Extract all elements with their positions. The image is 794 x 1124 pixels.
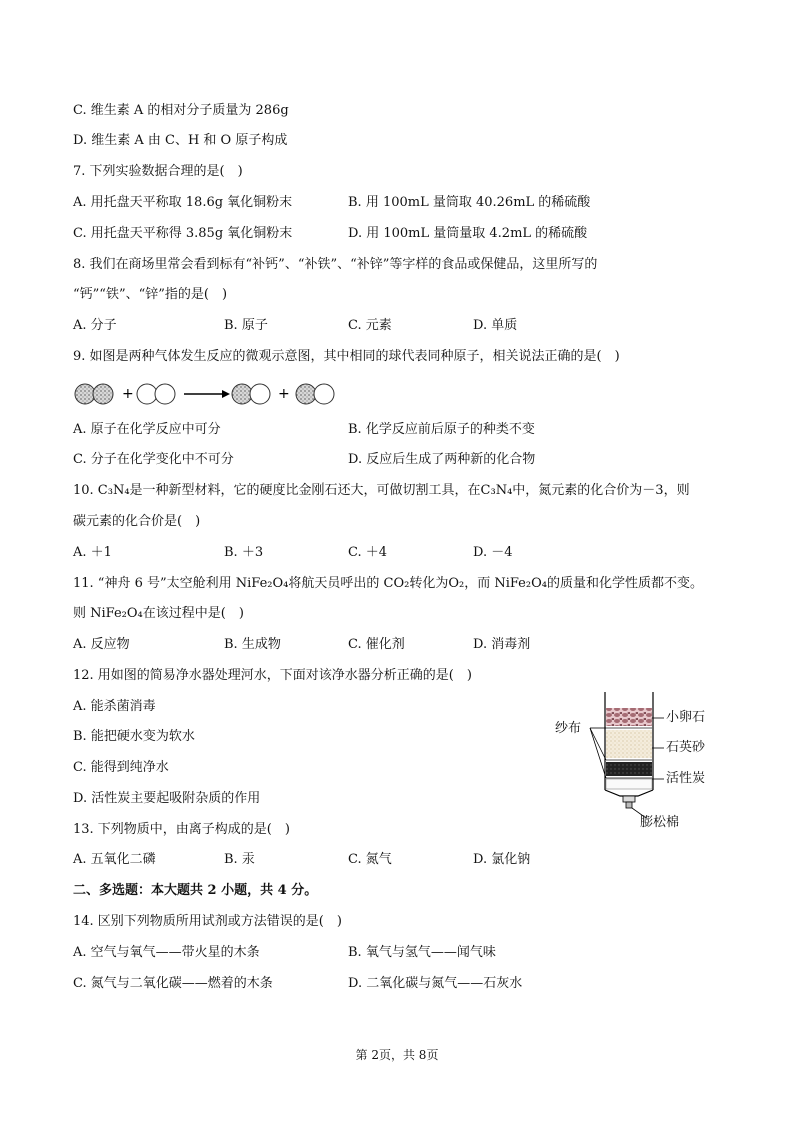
q12-option-a: A. 能杀菌消毒 [73,699,156,714]
q11-option-c: C. 催化剂 [348,637,405,652]
pebble-layer [606,708,652,726]
container-bottom [605,790,653,796]
activated-carbon-layer [606,762,652,776]
q12-option-b: B. 能把硬水变为软水 [73,729,195,744]
q13-option-c: C. 氮气 [348,852,392,867]
question-14: 14. 区别下列物质所用试剂或方法错误的是( ) [73,914,342,929]
option-c-line: C. 维生素 A 的相对分子质量为 286g [73,103,289,118]
q12-option-c: C. 能得到纯净水 [73,760,169,775]
q11-option-d: D. 消毒剂 [473,637,531,652]
question-8-cont: “钙”“铁”、“锌”指的是( ) [73,287,228,302]
option-d-line: D. 维生素 A 由 C、H 和 O 原子构成 [73,133,288,148]
question-12: 12. 用如图的简易净水器处理河水，下面对该净水器分析正确的是( ) [73,668,472,683]
q14-option-d: D. 二氧化碳与氮气——石灰水 [348,976,523,991]
question-11: 11. “神舟 6 号”太空舱利用 NiFe₂O₄将航天员呼出的 CO₂转化为O₂，而 NiFe₂O₄的质量和化学性质都不变。 [73,576,703,591]
question-7: 7. 下列实验数据合理的是( ) [73,164,243,179]
q7-option-c: C. 用托盘天平称得 3.85g 氧化铜粉末 [73,226,293,241]
molecule-white-pair [137,384,175,404]
question-11-cont: 则 NiFe₂O₄在该过程中是( ) [73,606,244,621]
q10-option-b: B. ＋3 [224,545,264,560]
q9-option-b: B. 化学反应前后原子的种类不变 [348,422,535,437]
gauze-leader [590,728,606,760]
q7-option-d: D. 用 100mL 量筒量取 4.2mL 的稀硫酸 [348,226,588,241]
spout [623,796,635,802]
gauze-leader [590,728,606,778]
page-footer: 第 2页，共 8页 [355,1048,439,1062]
plus-sign: + [122,386,134,402]
reaction-diagram [72,378,342,410]
q10-option-d: D. －4 [473,545,513,560]
section-heading: 二、多选题：本大题共 2 小题，共 4 分。 [73,883,318,898]
question-8: 8. 我们在商场里常会看到标有“补钙”、“补铁”、“补锌”等字样的食品或保健品，这里所写的 [73,257,598,272]
q13-option-a: A. 五氧化二磷 [73,852,156,867]
q13-option-d: D. 氯化钠 [473,852,531,867]
spout-tip [626,802,632,808]
label-pebbles: 小卵石 [666,710,706,725]
molecule-mixed-pair [296,384,334,404]
q7-option-b: B. 用 100mL 量筒取 40.26mL 的稀硫酸 [348,195,591,210]
q9-option-d: D. 反应后生成了两种新的化合物 [348,452,536,467]
q10-option-a: A. ＋1 [73,545,112,560]
label-quartz-sand: 石英砂 [666,740,706,755]
q10-option-c: C. ＋4 [348,545,388,560]
reaction-arrow [184,390,230,398]
question-13: 13. 下列物质中，由离子构成的是( ) [73,822,290,837]
molecule-mixed-pair [232,384,270,404]
q8-option-c: C. 元素 [348,318,392,333]
question-10: 10. C₃N₄是一种新型材料，它的硬度比金刚石还大，可做切割工具，在C₃N₄中，氮元素的化合价为－3，则 [73,483,690,498]
q14-option-a: A. 空气与氧气——带火星的木条 [73,945,260,960]
q12-option-d: D. 活性炭主要起吸附杂质的作用 [73,791,261,806]
q8-option-b: B. 原子 [224,318,268,333]
q13-option-b: B. 汞 [224,852,255,867]
q9-option-a: A. 原子在化学反应中可分 [73,422,221,437]
question-9: 9. 如图是两种气体发生反应的微观示意图，其中相同的球代表同种原子，相关说法正确的是( ) [73,349,620,364]
question-10-cont: 碳元素的化合价是( ) [73,514,201,529]
q11-option-b: B. 生成物 [224,637,281,652]
q11-option-a: A. 反应物 [73,637,130,652]
q8-option-a: A. 分子 [73,318,117,333]
label-cotton: 膨松棉 [640,815,680,830]
cotton-layer [606,779,652,789]
plus-sign: + [278,386,290,402]
label-activated-carbon: 活性炭 [666,771,706,786]
q14-option-c: C. 氮气与二氧化碳——燃着的木条 [73,976,273,991]
q14-option-b: B. 氧气与氢气——闻气味 [348,945,496,960]
q8-option-d: D. 单质 [473,318,518,333]
molecule-dotted-pair [75,384,113,404]
label-gauze: 纱布 [555,721,582,736]
q7-option-a: A. 用托盘天平称取 18.6g 氧化铜粉末 [73,195,293,210]
q9-option-c: C. 分子在化学变化中不可分 [73,452,234,467]
quartz-sand-layer [606,730,652,758]
